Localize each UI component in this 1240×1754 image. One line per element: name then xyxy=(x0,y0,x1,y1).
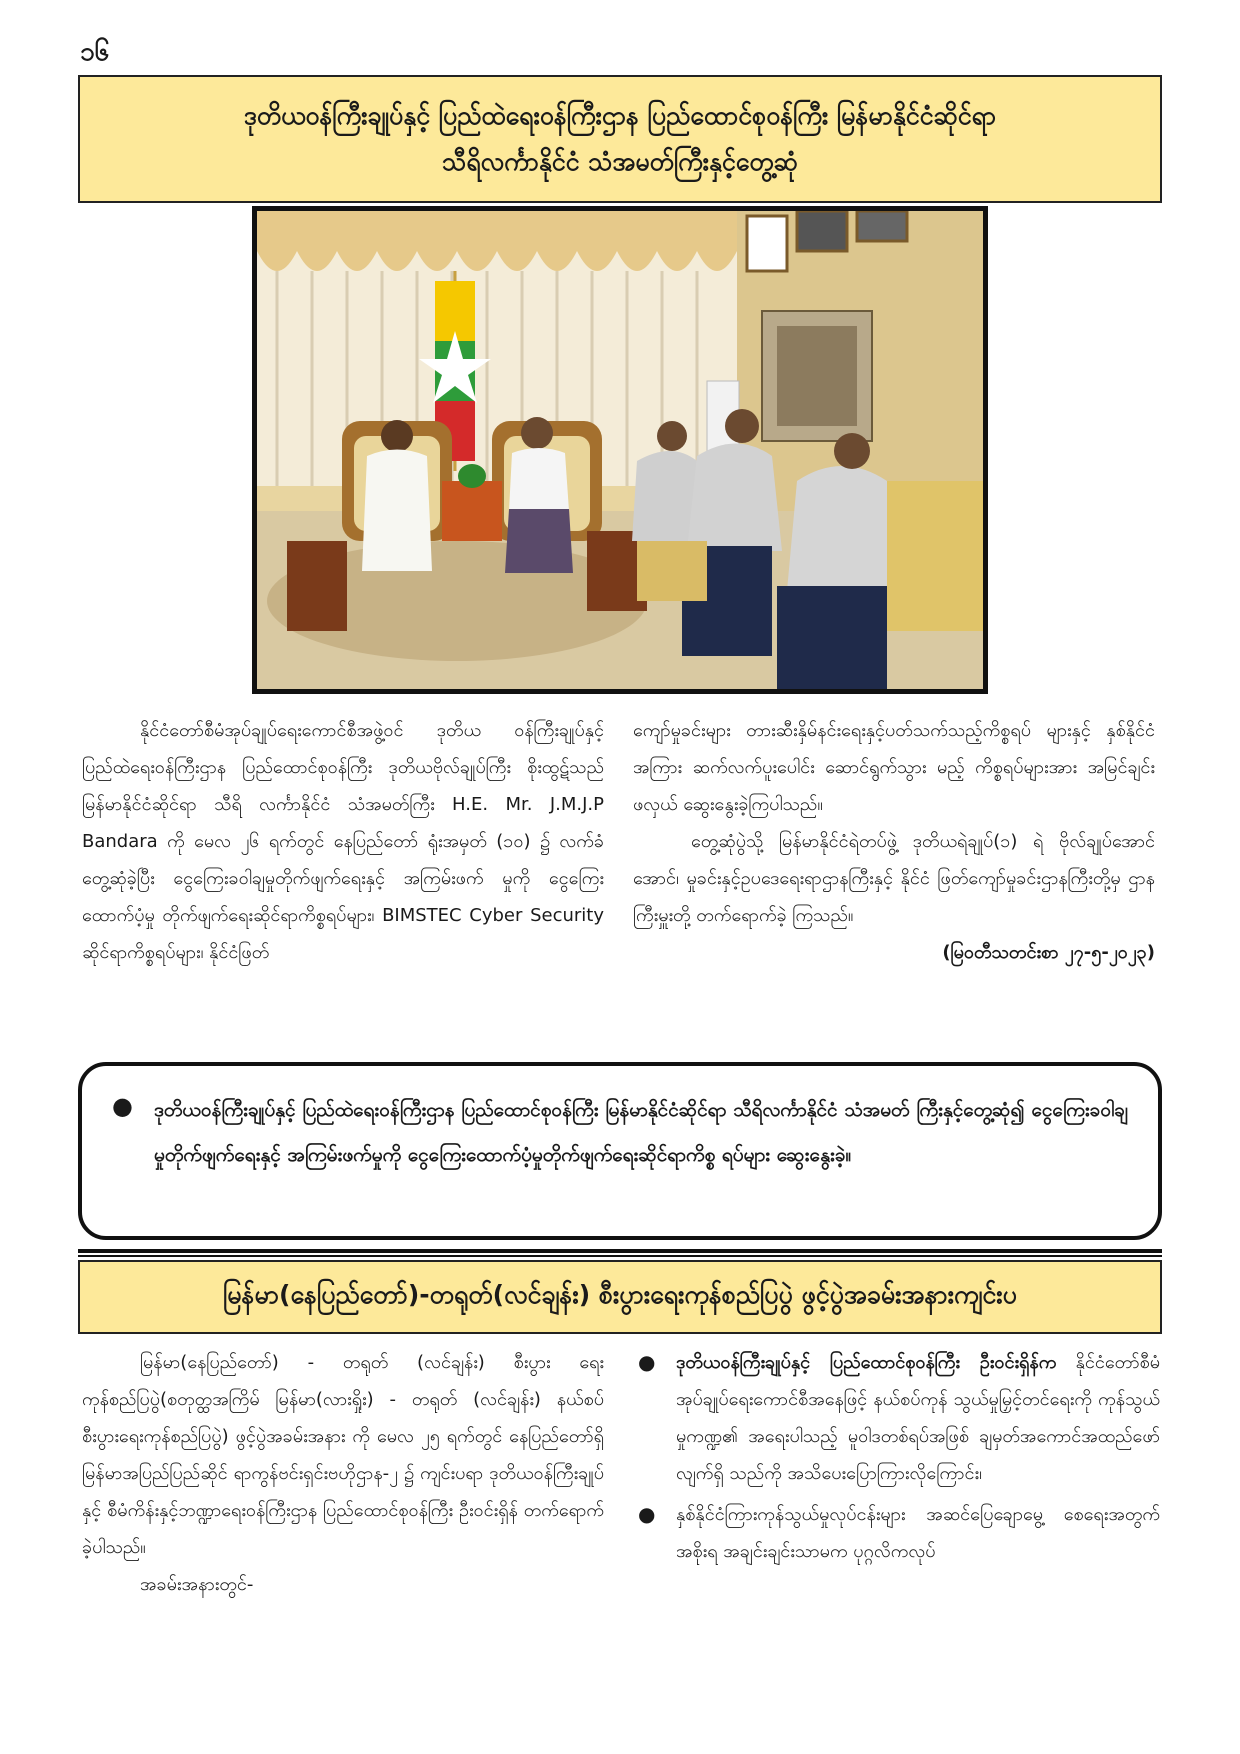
section-divider-thin xyxy=(78,1255,1162,1257)
article-paragraph: ကျော်မှုခင်းများ တားဆီးနှိမ်နင်းရေးနှင့်ပတ်သက်သည့်ကိစ္စရပ် များနှင့် နှစ်နိုင်ငံအကြား ဆက်လက်ပူးပေါင်း ဆောင်ရွက်သွား မည့် ကိစ္စရပ်များအား အမြင်ချင်းဖလှယ် ဆွေးနွေးခဲ့ကြပါသည်။ xyxy=(633,720,1155,815)
section-divider xyxy=(78,1249,1162,1253)
summary-box xyxy=(78,1062,1162,1240)
page-number: ၁၆ xyxy=(80,37,110,67)
article-body-right xyxy=(630,1344,1160,1570)
article-body-left xyxy=(82,712,604,971)
bullet-lead: ဒုတိယဝန်ကြီးချုပ်နှင့် ပြည်ထောင်စုဝန်ကြီး ဦးဝင်းရှိန်က xyxy=(676,1352,1057,1373)
article-title-line-1: ဒုတိယဝန်ကြီးချုပ်နှင့် ပြည်ထဲရေးဝန်ကြီးဌာန ပြည်ထောင်စုဝန်ကြီး မြန်မာနိုင်ငံဆိုင်ရာ xyxy=(243,101,997,130)
article-body-right xyxy=(633,712,1155,971)
article-paragraph: မြန်မာ(နေပြည်တော်) - တရုတ် (လင်ချန်း) စီးပွား ရေးကုန်စည်ပြပွဲ(စတုတ္ထအကြိမ် မြန်မာ(လားရှိုး) - တရုတ် (လင်ချန်း) နယ်စပ်စီးပွားရေးကုန်စည်ပြပွဲ) ဖွင့်ပွဲအခမ်းအနား ကို မေလ ၂၅ ရက်တွင် နေပြည်တော်ရှိ မြန်မာအပြည်ပြည်ဆိုင် ရာကွန်ဗင်းရှင်းဗဟိုဌာန-၂ ၌ ကျင်းပရာ ဒုတိယဝန်ကြီးချုပ် နှင့် စီမံကိန်းနှင့်ဘဏ္ဍာရေးဝန်ကြီးဌာန ပြည်ထောင်စုဝန်ကြီး ဦးဝင်းရှိန် တက်ရောက်ခဲ့ပါသည်။ xyxy=(82,1352,604,1558)
source-citation: (မြဝတီသတင်းစာ ၂၇-၅-၂၀၂၃) xyxy=(942,942,1155,963)
bullet-item xyxy=(630,1496,1160,1570)
article-paragraph: အခမ်းအနားတွင်- xyxy=(140,1574,254,1595)
article-title-line-2: သီရိလင်္ကာနိုင်ငံ သံအမတ်ကြီးနှင့်တွေ့ဆုံ xyxy=(442,147,798,176)
bullet-icon: ● xyxy=(638,1350,656,1374)
article-paragraph: နိုင်ငံတော်စီမံအုပ်ချုပ်ရေးကောင်စီအဖွဲ့ဝင် ဒုတိယ ဝန်ကြီးချုပ်နှင့် ပြည်ထဲရေးဝန်ကြီးဌာန ပြည်ထောင်စုဝန်ကြီး ဒုတိယဗိုလ်ချုပ်ကြီး စိုးထွဋ်သည် မြန်မာနိုင်ငံဆိုင်ရာ သီရိ လင်္ကာနိုင်ငံ သံအမတ်ကြီး H.E. Mr. J.M.J.P Bandara ကို မေလ ၂၆ ရက်တွင် နေပြည်တော် ရုံးအမှတ် (၁၀) ၌ လက်ခံ တွေ့ဆုံခဲ့ပြီး ငွေကြေးခဝါချမှုတိုက်ဖျက်ရေးနှင့် အကြမ်းဖက် မှုကို ငွေကြေးထောက်ပံ့မှု တိုက်ဖျက်ရေးဆိုင်ရာကိစ္စရပ်များ၊ BIMSTEC Cyber Security ဆိုင်ရာကိစ္စရပ်များ၊ နိုင်ငံဖြတ် xyxy=(82,720,604,963)
article-title xyxy=(78,75,1162,203)
article-body-left xyxy=(82,1344,604,1603)
bullet-icon: ● xyxy=(638,1502,656,1526)
meeting-photo xyxy=(252,206,988,694)
article-paragraph: တွေ့ဆုံပွဲသို့ မြန်မာနိုင်ငံရဲတပ်ဖွဲ့ ဒုတိယရဲချုပ်(၁) ရဲ ဗိုလ်ချုပ်အောင်အောင်၊ မှုခင်းနှင့်ဥပဒေရေးရာဌာနကြီးနှင့် နိုင်ငံ ဖြတ်ကျော်မှုခင်းဌာနကြီးတို့မှ ဌာနကြီးမှူးတို့ တက်ရောက်ခဲ့ ကြသည်။ xyxy=(633,831,1155,926)
meeting-photo-illustration xyxy=(257,211,983,689)
bullet-icon: ● xyxy=(112,1092,133,1120)
summary-text: ဒုတိယဝန်ကြီးချုပ်နှင့် ပြည်ထဲရေးဝန်ကြီးဌာန ပြည်ထောင်စုဝန်ကြီး မြန်မာနိုင်ငံဆိုင်ရာ သီရိလင်္ကာနိုင်ငံ သံအမတ် ကြီးနှင့်တွေ့ဆုံ၍ ငွေကြေးခဝါချမှုတိုက်ဖျက်ရေးနှင့် အကြမ်းဖက်မှုကို ငွေကြေးထောက်ပံ့မှုတိုက်ဖျက်ရေးဆိုင်ရာကိစ္စ ရပ်များ ဆွေးနွေးခဲ့။ xyxy=(154,1099,1128,1166)
bullet-text: နှစ်နိုင်ငံကြားကုန်သွယ်မှုလုပ်ငန်းများ အဆင်ပြေချောမွေ့ စေရေးအတွက် အစိုးရ အချင်းချင်းသာမက ပုဂ္ဂလိကလုပ် xyxy=(676,1504,1160,1562)
bullet-text: နိုင်ငံတော်စီမံအုပ်ချုပ်ရေးကောင်စီအနေဖြင့် နယ်စပ်ကုန် သွယ်မှုမြှင့်တင်ရေးကို ကုန်သွယ်မှုကဏ္ဍ၏ အရေးပါသည့် မူဝါဒတစ်ရပ်အဖြစ် ချမှတ်အကောင်အထည်ဖော်လျက်ရှိ သည်ကို အသိပေးပြောကြားလိုကြောင်း၊ xyxy=(676,1352,1160,1484)
bullet-item xyxy=(630,1344,1160,1492)
article-title: မြန်မာ(နေပြည်တော်)-တရုတ်(လင်ချန်း) စီးပွားရေးကုန်စည်ပြပွဲ ဖွင့်ပွဲအခမ်းအနားကျင်းပ xyxy=(78,1260,1162,1334)
